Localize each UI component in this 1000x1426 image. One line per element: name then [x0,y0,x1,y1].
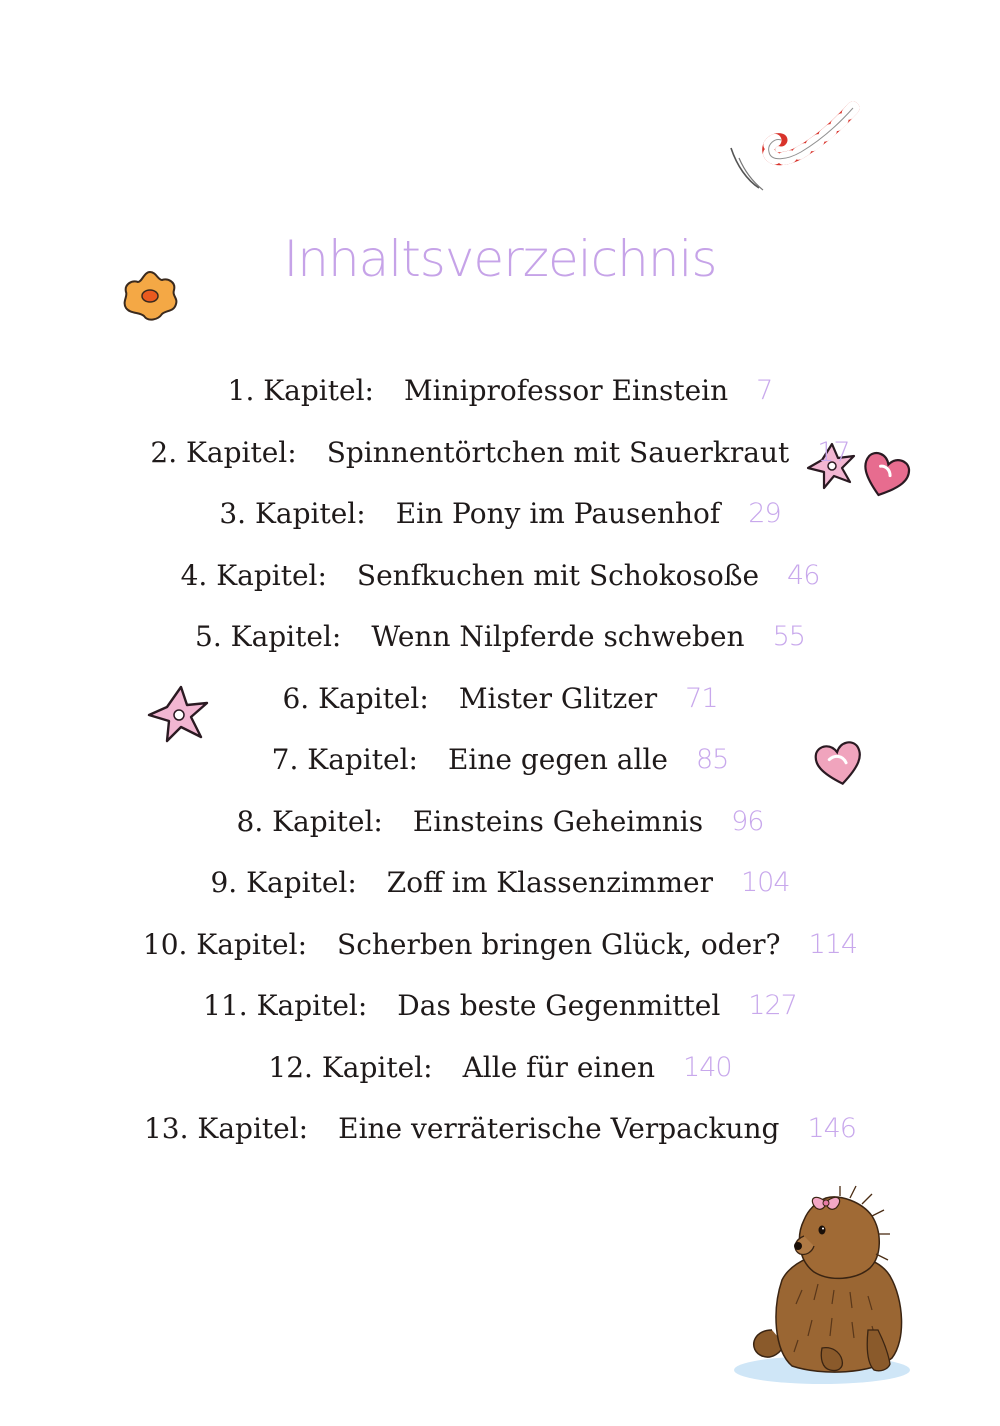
chapter-number: 7. Kapitel: [271,743,418,777]
page-number: 85 [695,744,729,776]
chapter-number: 6. Kapitel: [282,681,429,715]
chapter-number: 1. Kapitel: [227,374,374,408]
chapter-title: Spinnentörtchen mit Sauerkraut [326,435,790,469]
page-number: 7 [756,375,773,407]
toc-entry [0,483,1000,545]
toc-entry [0,360,1000,422]
chapter-title: Alle für einen [462,1050,656,1084]
chapter-title: Senfkuchen mit Schokosoße [356,558,760,592]
chapter-number: 12. Kapitel: [268,1050,433,1084]
dog-illustration [722,1180,922,1390]
toc-entry [0,545,1000,607]
chapter-title: Eine gegen alle [447,743,668,777]
chapter-title: Mister Glitzer [458,681,658,715]
toc-entry [0,791,1000,853]
chapter-title: Ein Pony im Pausenhof [395,497,721,531]
toc-entry [0,852,1000,914]
toc-entry [0,422,1000,484]
chapter-title: Zoff im Klassenzimmer [386,866,713,900]
page-number: 71 [685,682,718,714]
chapter-title: Miniprofessor Einstein [403,374,729,408]
chapter-number: 8. Kapitel: [236,804,383,838]
chapter-number: 11. Kapitel: [203,989,368,1023]
chapter-number: 10. Kapitel: [142,927,308,961]
page-number: 96 [731,805,764,837]
page-number: 17 [817,436,850,468]
page-number: 55 [772,621,805,653]
page-number: 146 [807,1113,856,1145]
toc-entry [0,729,1000,791]
toc-entry [0,606,1000,668]
toc-entry [0,1037,1000,1099]
page-number: 140 [683,1051,732,1083]
chapter-number: 4. Kapitel: [180,558,327,592]
page-title: Inhaltsverzeichnis [283,229,717,288]
candy-cane-icon [725,100,865,200]
chapter-number: 2. Kapitel: [150,435,297,469]
toc-entry [0,668,1000,730]
chapter-number: 13. Kapitel: [143,1112,309,1146]
chapter-title: Scherben bringen Glück, oder? [337,927,781,961]
toc-entry [0,975,1000,1037]
toc-entry [0,914,1000,976]
page-number: 46 [787,559,820,591]
page-number: 127 [748,990,797,1022]
toc-entry [0,1098,1000,1160]
chapter-number: 9. Kapitel: [210,866,357,900]
chapter-title: Einsteins Geheimnis [412,804,704,838]
chapter-number: 3. Kapitel: [219,497,366,531]
page-number: 114 [808,928,858,960]
chapter-number: 5. Kapitel: [195,620,342,654]
page-number: 104 [740,867,790,899]
chapter-title: Das beste Gegenmittel [397,989,721,1023]
table-of-contents [0,360,1000,1160]
chapter-title: Eine verräterische Verpackung [338,1112,780,1146]
chapter-title: Wenn Nilpferde schweben [371,620,745,654]
page-number: 29 [748,498,781,530]
